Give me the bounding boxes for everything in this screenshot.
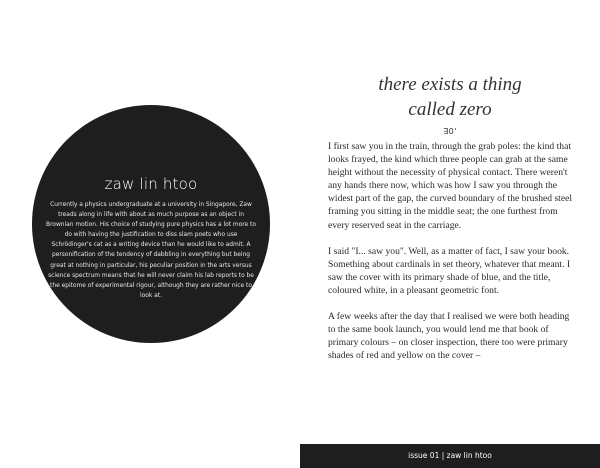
story-paragraph-2: I said "I... saw you". Well, as a matter of fact, I saw your book. Something about cardinals in set theory, whatever that meant. I saw the cover with its primary shade of blue, and the title, coloured white, in a pleasant geometric font. [328, 245, 571, 296]
right-page [300, 0, 600, 468]
author-name: zaw lin htoo [104, 175, 198, 193]
story-body [328, 140, 574, 375]
story-title [300, 72, 600, 122]
story-title-line-1: there exists a thing [378, 74, 522, 95]
author-bio: Currently a physics undergraduate at a university in Singapore, Zaw treads along in life with about as much purpose as an object in Brownian motion. His choice of studying pure physics has a lot more to do with having the justification to diss slam poets who use Schrödinger's cat as a writing device than he would like to admit. A personification of the tendency of dabbling in everything but being great at nothing in particular, his peculiar position in the arts versus science spectrum means that he will never claim his lab reports to be the epitome of experimental rigour, although they are rather nice to look at. [46, 202, 256, 299]
footer-text: issue 01 | zaw lin htoo [408, 451, 492, 460]
title-symbol: ∃0' [443, 127, 457, 136]
author-bio-circle [32, 105, 270, 343]
story-paragraph-3: A few weeks after the day that I realised we were both heading to the same book launch, you would lend me that book of primary colours – on closer inspection, there too were primary shades of red and yellow on the cover – [328, 311, 570, 362]
story-title-line-2: called zero [408, 99, 492, 120]
footer-bar [300, 444, 600, 468]
story-paragraph-1: I first saw you in the train, through the grab poles: the kind that looks frayed, the kind which three people can grab at the same height without the necessity of physical contact. There weren't any hands there now, which was how I saw you through the widest part of the gap, the curved boundary of the brushed steel framing you sitting in the middle seat; the one furthest from every reserved seat in the carriage. [328, 141, 573, 231]
